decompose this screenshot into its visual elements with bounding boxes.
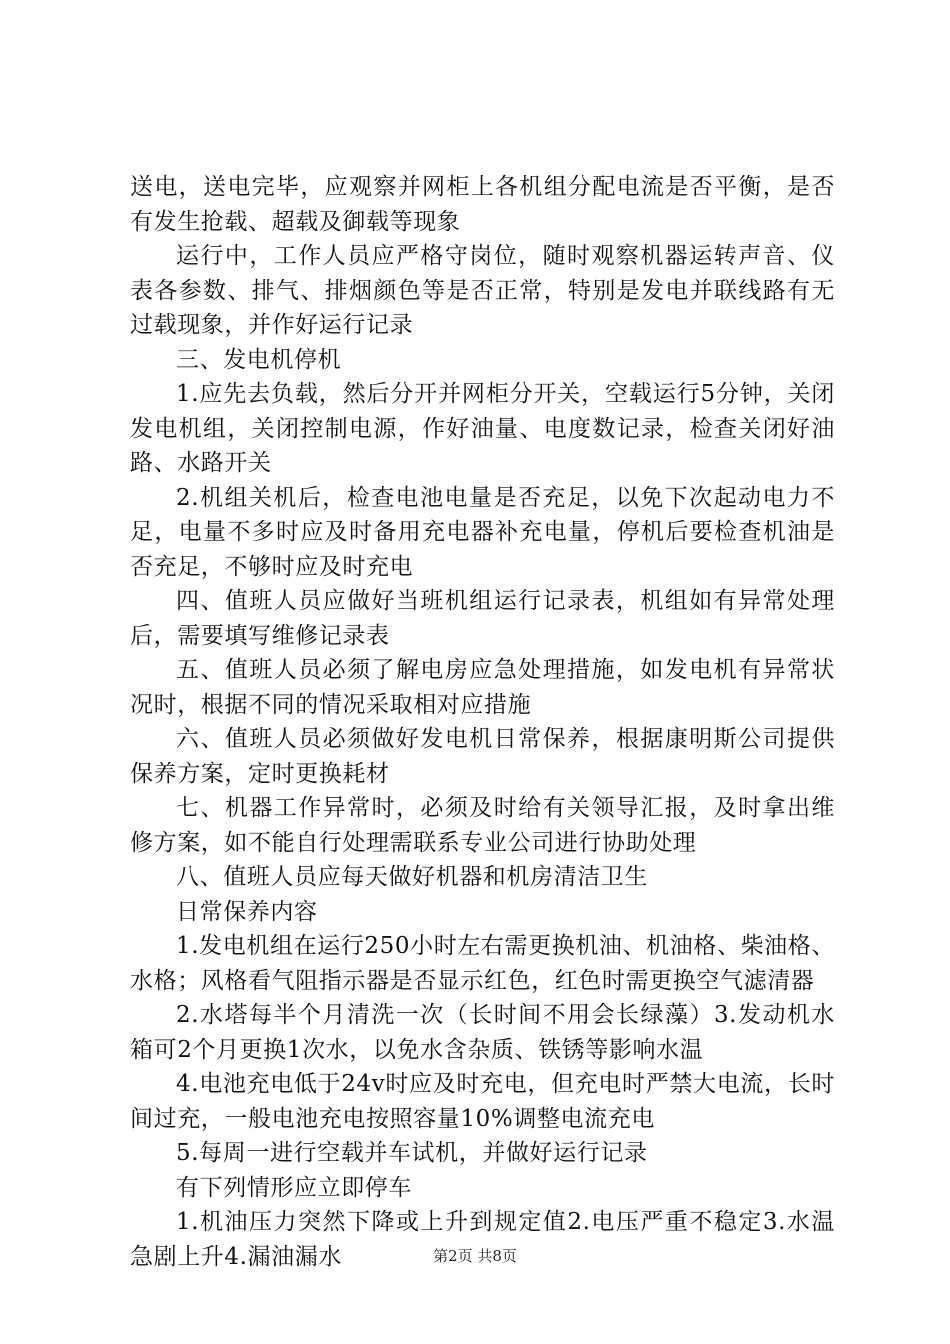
paragraph: 四、值班人员应做好当班机组运行记录表，机组如有异常处理后，需要填写维修记录表 xyxy=(130,588,835,649)
paragraph: 1.机油压力突然下降或上升到规定值2.电压严重不稳定3.水温急剧上升4.漏油漏水 xyxy=(130,1209,835,1270)
paragraph: 2.水塔每半个月清洗一次（长时间不用会长绿藻）3.发动机水箱可2个月更换1次水，以免水含杂质、铁锈等影响水温 xyxy=(130,1002,835,1063)
section-heading: 日常保养内容 xyxy=(176,898,318,925)
document-body xyxy=(130,170,835,1274)
paragraph: 运行中，工作人员应严格守岗位，随时观察机器运转声音、仪表各参数、排气、排烟颜色等是否正常，特别是发电并联线路有无过载现象，并作好运行记录 xyxy=(130,243,835,338)
paragraph: 送电，送电完毕，应观察并网柜上各机组分配电流是否平衡，是否有发生抢载、超载及御载等现象 xyxy=(130,174,835,235)
section-heading: 有下列情形应立即停车 xyxy=(176,1174,412,1201)
page-number-footer: 第2页 共8页 xyxy=(433,1247,517,1265)
paragraph: 五、值班人员必须了解电房应急处理措施，如发电机有异常状况时，根据不同的情况采取相对应措施 xyxy=(130,657,835,718)
paragraph: 1.发电机组在运行250小时左右需更换机油、机油格、柴油格、水格；风格看气阻指示器是否显示红色，红色时需更换空气滤清器 xyxy=(130,933,835,994)
paragraph: 八、值班人员应每天做好机器和机房清洁卫生 xyxy=(176,864,648,890)
paragraph: 1.应先去负载，然后分开并网柜分开关，空载运行5分钟，关闭发电机组，关闭控制电源，作好油量、电度数记录，检查关闭好油路、水路开关 xyxy=(130,381,835,476)
paragraph: 4.电池充电低于24v时应及时充电，但充电时严禁大电流，长时间过充，一般电池充电按照容量10%调整电流充电 xyxy=(130,1071,835,1132)
paragraph: 5.每周一进行空载并车试机，并做好运行记录 xyxy=(176,1140,648,1166)
paragraph: 六、值班人员必须做好发电机日常保养，根据康明斯公司提供保养方案，定时更换耗材 xyxy=(130,726,835,787)
paragraph: 2.机组关机后，检查电池电量是否充足，以免下次起动电力不足，电量不多时应及时备用充电器补充电量，停机后要检查机油是否充足，不够时应及时充电 xyxy=(130,484,835,580)
section-heading: 三、发电机停机 xyxy=(176,346,342,373)
paragraph: 七、机器工作异常时，必须及时给有关领导汇报，及时拿出维修方案，如不能自行处理需联系专业公司进行协助处理 xyxy=(130,795,835,856)
